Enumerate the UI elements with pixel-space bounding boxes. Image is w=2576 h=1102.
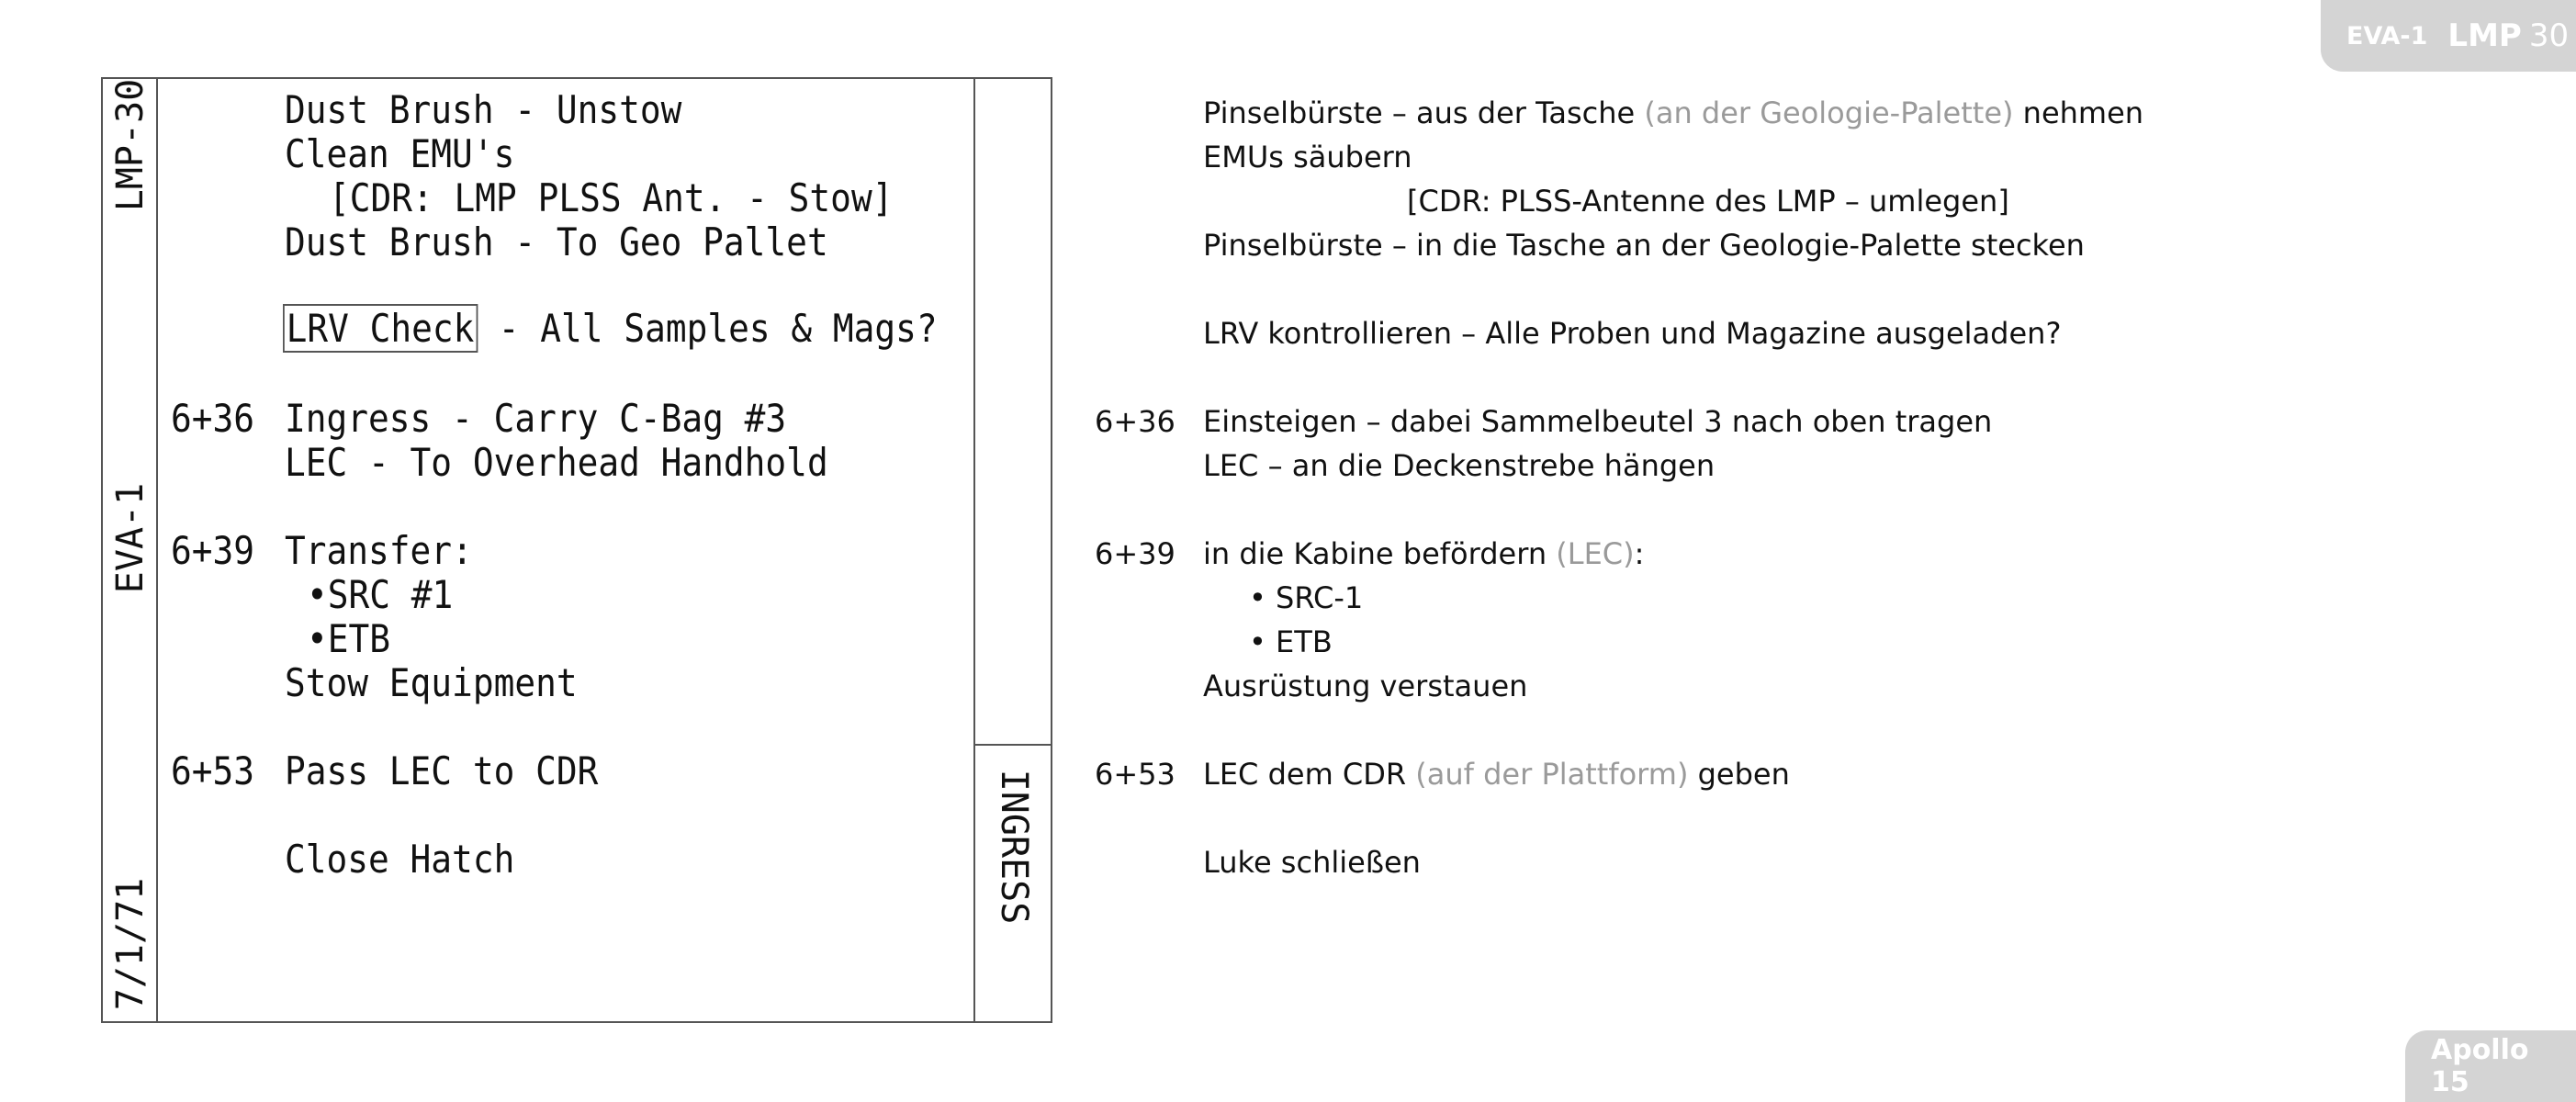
- card-line-dust-unstow: Dust Brush - Unstow: [285, 87, 682, 132]
- card-line-dust-stow: Dust Brush - To Geo Pallet: [285, 219, 828, 264]
- card-line-transfer: Transfer:: [285, 528, 473, 573]
- page-tag: [2321, 0, 2576, 72]
- card-line-pass-lec: Pass LEC to CDR: [285, 748, 599, 793]
- card-line-stow-equipment: Stow Equipment: [285, 660, 578, 705]
- translation-line-11: Ausrüstung verstauen: [1203, 669, 1528, 703]
- card-section-label: INGRESS: [993, 769, 1035, 925]
- translation-line-4: Pinselbürste – in die Tasche an der Geologie-Palette stecken: [1203, 228, 2085, 263]
- card-time-653: 6+53: [171, 748, 255, 793]
- card-line-cdr-antenna: [CDR: LMP PLSS Ant. - Stow]: [329, 175, 894, 220]
- translation-line-7: LEC – an die Deckenstrebe hängen: [1203, 448, 1715, 483]
- card-page-id: LMP-30: [109, 78, 152, 212]
- lrv-check-rest: - All Samples & Mags?: [478, 306, 938, 351]
- translation-line-9: • SRC-1: [1249, 580, 1364, 615]
- page-tag-number: 30: [2528, 17, 2570, 54]
- card-left-margin: [103, 79, 158, 1021]
- card-line-clean-emus: Clean EMU's: [285, 131, 515, 176]
- card-line-etb: •ETB: [307, 616, 391, 661]
- card-line-src: •SRC #1: [307, 572, 454, 617]
- card-right-divider: [975, 744, 1051, 746]
- lrv-check-box: LRV Check: [283, 304, 478, 353]
- mission-tag: Apollo 15: [2405, 1030, 2576, 1102]
- translation-time-653: 6+53: [1095, 757, 1176, 792]
- card-time-639: 6+39: [171, 528, 255, 573]
- card-right-margin: [973, 79, 1051, 1021]
- checklist-card: [101, 77, 1052, 1023]
- translation-line-5: LRV kontrollieren – Alle Proben und Magazine ausgeladen?: [1203, 316, 2062, 351]
- translation-line-13: Luke schließen: [1203, 845, 1421, 880]
- translation-line-10: • ETB: [1249, 624, 1333, 659]
- card-line-lec-overhead: LEC - To Overhead Handhold: [285, 440, 828, 485]
- translation-time-636: 6+36: [1095, 404, 1176, 439]
- translation-line-2: EMUs säubern: [1203, 140, 1412, 174]
- card-line-lrv-check: [283, 307, 938, 351]
- page-tag-crew: LMP: [2447, 17, 2522, 54]
- translation-time-639: 6+39: [1095, 536, 1176, 571]
- card-line-close-hatch: Close Hatch: [285, 837, 515, 882]
- card-date: 7/1/71: [109, 877, 152, 1011]
- translation-line-8: in die Kabine befördern (LEC):: [1203, 536, 1645, 571]
- translation-line-6: Einsteigen – dabei Sammelbeutel 3 nach oben tragen: [1203, 404, 1993, 439]
- card-eva-label: EVA-1: [109, 482, 152, 594]
- translation-line-12: LEC dem CDR (auf der Plattform) geben: [1203, 757, 1790, 792]
- translation-line-1: Pinselbürste – aus der Tasche (an der Geologie-Palette) nehmen: [1203, 96, 2144, 130]
- card-time-636: 6+36: [171, 396, 255, 441]
- page-tag-eva: EVA-1: [2346, 21, 2428, 51]
- translation-line-3: [CDR: PLSS-Antenne des LMP – umlegen]: [1407, 184, 2009, 219]
- card-line-ingress: Ingress - Carry C-Bag #3: [285, 396, 787, 441]
